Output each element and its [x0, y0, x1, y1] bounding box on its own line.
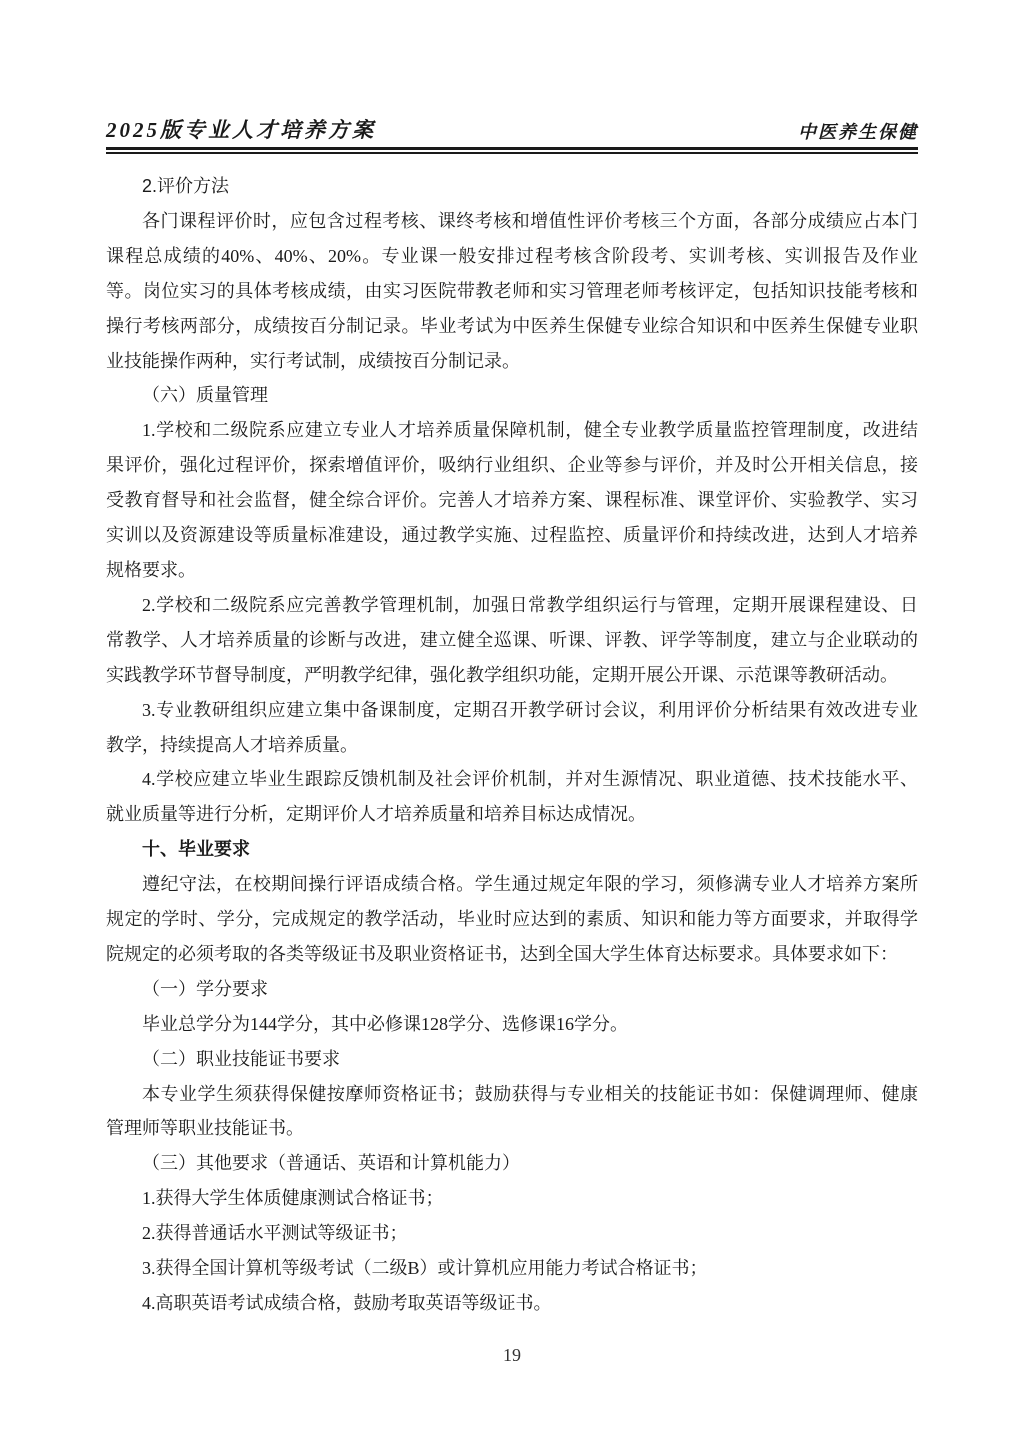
text-line: 就业质量等进行分析，定期评价人才培养质量和培养目标达成情况。 — [106, 804, 646, 825]
paragraph — [106, 588, 918, 693]
paragraph — [106, 762, 918, 832]
paragraph — [106, 1216, 918, 1251]
text-line: 等。岗位实习的具体考核成绩，由实习医院带教老师和实习管理老师考核评定，包括知识技能考核和 — [106, 280, 918, 301]
text-line: 遵纪守法，在校期间操行评语成绩合格。学生通过规定年限的学习，须修满专业人才培养方案所 — [142, 874, 918, 895]
text-line: （二）职业技能证书要求 — [142, 1048, 340, 1069]
text-line: 1.获得大学生体质健康测试合格证书； — [142, 1188, 444, 1209]
paragraph — [106, 1286, 918, 1321]
page-header — [106, 116, 918, 144]
text-line: 十、毕业要求 — [142, 839, 250, 860]
document-body — [106, 169, 918, 1321]
text-line: 各门课程评价时，应包含过程考核、课终考核和增值性评价考核三个方面，各部分成绩应占本门 — [142, 210, 918, 231]
text-line: 2.获得普通话水平测试等级证书； — [142, 1223, 408, 1244]
paragraph — [106, 1251, 918, 1286]
text-line: 实训以及资源建设等质量标准建设，通过教学实施、过程监控、质量评价和持续改进，达到人才培养 — [106, 525, 918, 546]
text-line: 4.高职英语考试成绩合格，鼓励考取英语等级证书。 — [142, 1293, 552, 1313]
text-line: 本专业学生须获得保健按摩师资格证书；鼓励获得与专业相关的技能证书如：保健调理师、健康 — [142, 1083, 918, 1104]
text-line: 操行考核两部分，成绩按百分制记录。毕业考试为中医养生保健专业综合知识和中医养生保健专业职 — [106, 315, 918, 336]
subheading — [106, 972, 918, 1007]
subheading — [106, 1042, 918, 1077]
text-line: 课程总成绩的40%、40%、20%。专业课一般安排过程考核含阶段考、实训考核、实训报告及作业 — [106, 245, 918, 266]
header-right-title: 中医养生保健 — [798, 122, 918, 142]
text-line: 3.获得全国计算机等级考试（二级B）或计算机应用能力考试合格证书； — [142, 1258, 708, 1279]
page-number: 19 — [503, 1345, 521, 1365]
text-line: 教学，持续提高人才培养质量。 — [106, 734, 358, 755]
subheading — [106, 1146, 918, 1181]
paragraph — [106, 693, 918, 763]
text-line: 业技能操作两种，实行考试制，成绩按百分制记录。 — [106, 350, 520, 371]
paragraph — [106, 1007, 918, 1042]
text-line: 常教学、人才培养质量的诊断与改进，建立健全巡课、听课、评教、评学等制度，建立与企业联动的 — [106, 629, 918, 650]
paragraph — [106, 1077, 918, 1147]
paragraph — [106, 413, 918, 588]
header-left-title: 2025版专业人才培养方案 — [106, 118, 376, 142]
text-line: 受教育督导和社会监督，健全综合评价。完善人才培养方案、课程标准、课堂评价、实验教学、实习 — [106, 490, 918, 511]
text-line: 规格要求。 — [106, 559, 196, 580]
text-line: 2.学校和二级院系应完善教学管理机制，加强日常教学组织运行与管理，定期开展课程建设、日 — [142, 594, 918, 615]
text-line: 毕业总学分为144学分，其中必修课128学分、选修课16学分。 — [142, 1013, 628, 1034]
paragraph — [106, 204, 918, 379]
text-line: 规定的学时、学分，完成规定的教学活动，毕业时应达到的素质、知识和能力等方面要求，并取得学 — [106, 909, 918, 930]
text-line: （三）其他要求（普通话、英语和计算机能力） — [142, 1153, 520, 1174]
header-divider-rule — [106, 147, 918, 154]
paragraph — [106, 1181, 918, 1216]
text-line: 院规定的必须考取的各类等级证书及职业资格证书，达到全国大学生体育达标要求。具体要求如下： — [106, 943, 898, 964]
section-heading — [106, 169, 918, 204]
text-line: 1.学校和二级院系应建立专业人才培养质量保障机制，健全专业教学质量监控管理制度，改进结 — [142, 420, 918, 441]
text-line: 2.评价方法 — [142, 176, 230, 196]
text-line: 管理师等职业技能证书。 — [106, 1118, 304, 1139]
paragraph — [106, 867, 918, 972]
text-line: 果评价，强化过程评价，探索增值评价，吸纳行业组织、企业等参与评价，并及时公开相关信息，接 — [106, 455, 918, 476]
page-footer — [0, 1345, 1024, 1366]
subheading — [106, 378, 918, 413]
text-line: 3.专业教研组织应建立集中备课制度，定期召开教学研讨会议，利用评价分析结果有效改进专业 — [142, 699, 918, 720]
text-line: （一）学分要求 — [142, 978, 268, 999]
chapter-heading — [106, 832, 918, 867]
text-line: （六）质量管理 — [142, 385, 268, 406]
text-line: 4.学校应建立毕业生跟踪反馈机制及社会评价机制，并对生源情况、职业道德、技术技能水平、 — [142, 769, 918, 790]
text-line: 实践教学环节督导制度，严明教学纪律，强化教学组织功能，定期开展公开课、示范课等教研活动。 — [106, 664, 898, 685]
